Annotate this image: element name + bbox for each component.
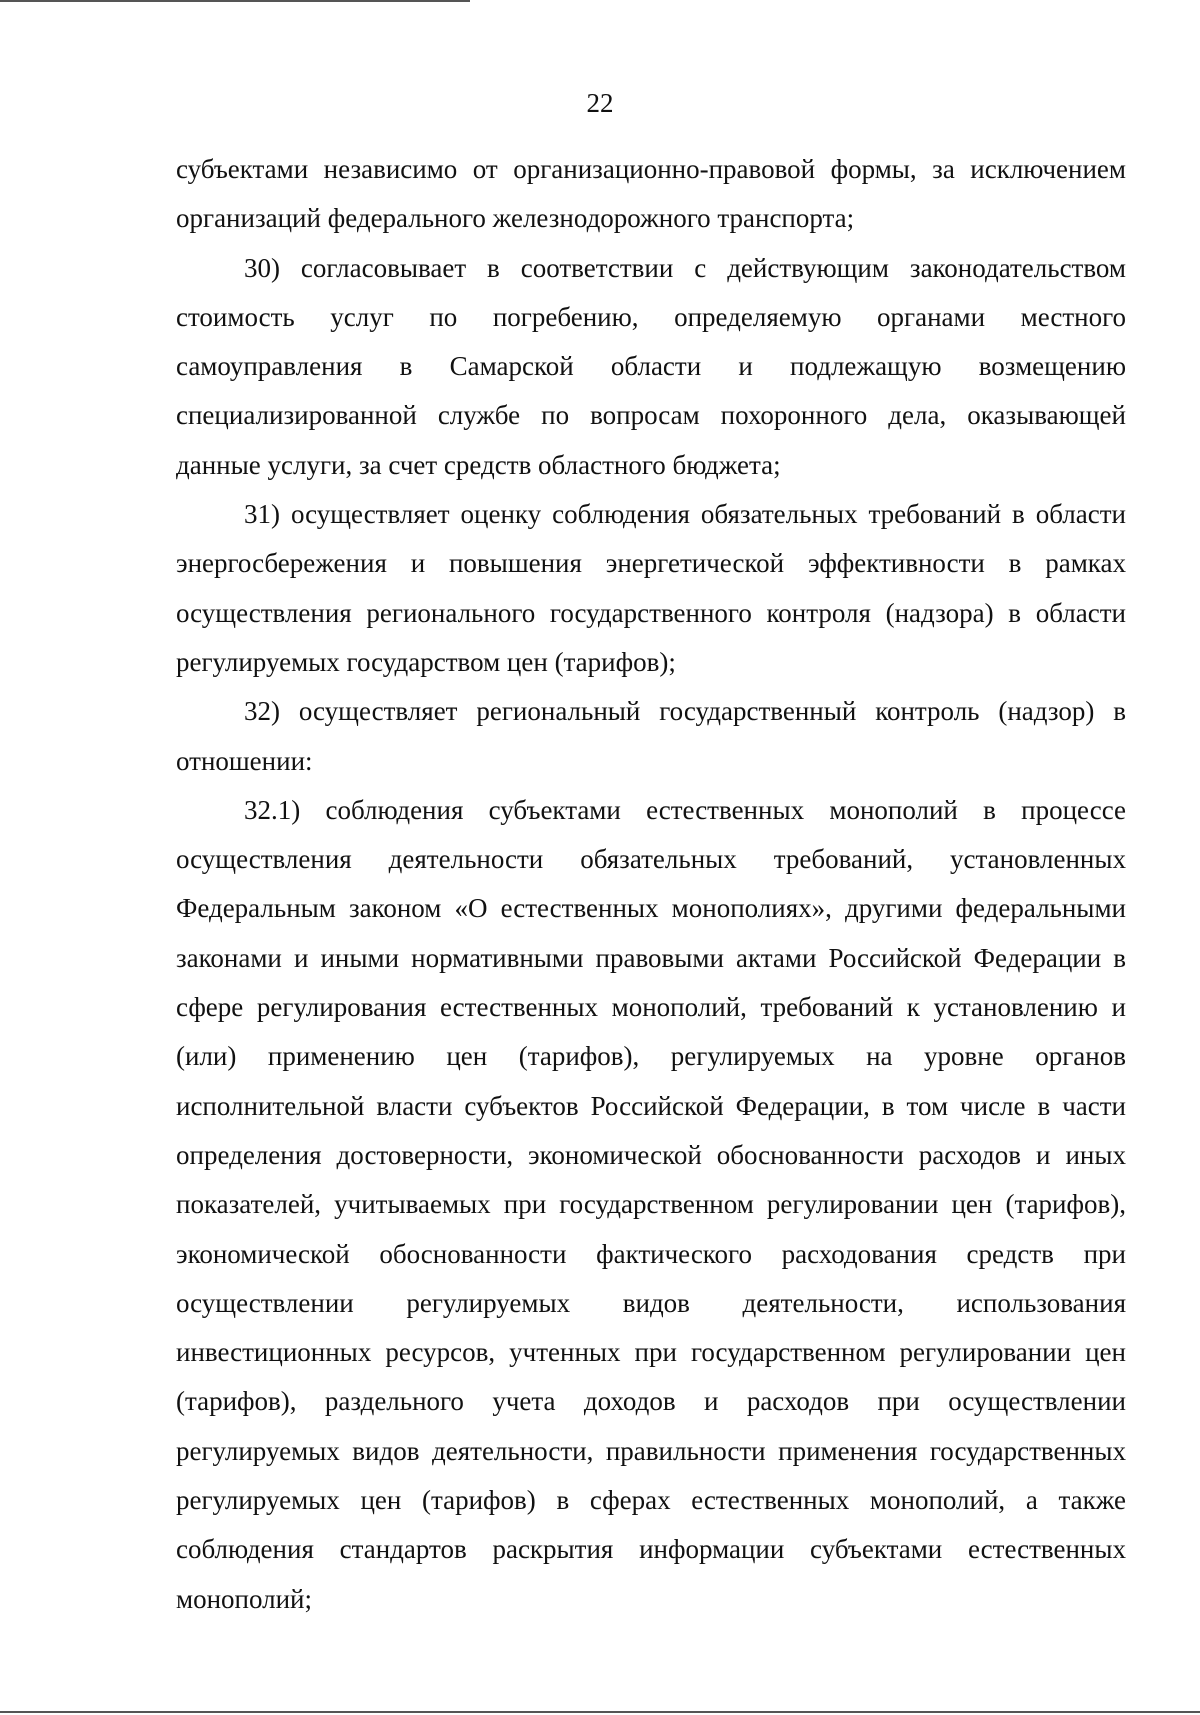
scan-bottom-edge: [0, 1711, 1200, 1713]
paragraph-item-32-1: 32.1) соблюдения субъектами естественных монополий в процессе осуществления деятельности обязательных требований, установленных Федеральным законом «О естественных монополиях», другими федеральными законами и иными нормативными правовыми актами Российской Федерации в сфере регулирования естественных монополий, требований к установлению и (или) применению цен (тарифов), регулируемых на уровне органов исполнительной власти субъектов Российской Федерации, в том числе в части определения достоверности, экономической обоснованности расходов и иных показателей, учитываемых при государственном регулировании цен (тарифов), экономической обоснованности фактического расходования средств при осуществлении регулируемых видов деятельности, использования инвестиционных ресурсов, учтенных при государственном регулировании цен (тарифов), раздельного учета доходов и расходов при осуществлении регулируемых видов деятельности, правильности применения государственных регулируемых цен (тарифов) в сферах естественных монополий, а также соблюдения стандартов раскрытия информации субъектами естественных монополий;: [176, 794, 1126, 1614]
paragraph-continuation: субъектами независимо от организационно-правовой формы, за исключением организаций федерального железнодорожного транспорта;: [176, 154, 1126, 234]
scan-top-edge: [0, 0, 470, 2]
page-number: 22: [586, 88, 614, 118]
paragraph-item-31: 31) осуществляет оценку соблюдения обязательных требований в области энергосбережения и повышения энергетической эффективности в рамках осуществления регионального государственного контроля (надзора) в области регулируемых государством цен (тарифов);: [176, 499, 1126, 677]
paragraph-item-30: 30) согласовывает в соответствии с действующим законодательством стоимость услуг по погребению, определяемую органами местного самоуправления в Самарской области и подлежащую возмещению специализированной службе по вопросам похоронного дела, оказывающей данные услуги, за счет средств областного бюджета;: [176, 252, 1126, 480]
document-body: [176, 145, 1126, 1624]
paragraph-item-32: 32) осуществляет региональный государственный контроль (надзор) в отношении:: [176, 696, 1126, 776]
